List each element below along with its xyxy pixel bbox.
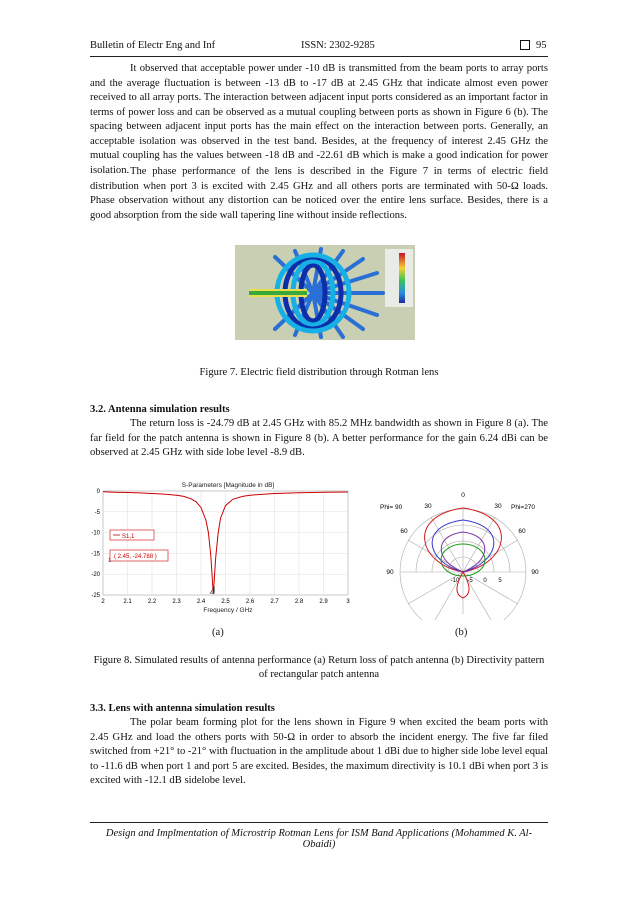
angle-label-30-left: 30	[424, 503, 432, 510]
x-tick-label: 2	[101, 599, 105, 605]
radial-tick-2: 0	[483, 578, 487, 584]
phi-label-right: Phi=270	[511, 504, 536, 511]
directivity-polar-chart	[378, 486, 548, 620]
x-tick-label: 2.6	[245, 599, 255, 605]
checkbox-icon	[520, 40, 530, 52]
y-tick-labels	[91, 489, 100, 599]
figure-7-image	[235, 245, 415, 340]
section-3-3-title: 3.3. Lens with antenna simulation results	[90, 703, 275, 714]
footer-text: Design and Implmentation of Microstrip Rotman Lens for ISM Band Applications (Mohammed K. Al-Obaidi)	[105, 828, 533, 850]
colorbar	[399, 253, 405, 303]
section-3-2-title: 3.2. Antenna simulation results	[90, 404, 230, 415]
journal-name: Bulletin of Electr Eng and Inf	[90, 40, 216, 51]
footer-rule	[90, 822, 548, 823]
x-tick-label: 2.1	[123, 599, 132, 605]
figure-8a-label: (a)	[212, 627, 224, 638]
x-tick-label: 2.9	[319, 599, 328, 605]
x-tick-label: 2.7	[270, 599, 279, 605]
y-tick-label: -15	[91, 551, 100, 558]
angle-label-90-left: 90	[386, 569, 394, 576]
y-tick-label: 0	[96, 489, 100, 495]
y-tick-label: -20	[91, 572, 100, 579]
issn: ISSN: 2302-9285	[301, 40, 375, 51]
chart-title: S-Parameters [Magnitude in dB]	[181, 482, 275, 489]
x-tick-labels	[101, 599, 350, 605]
y-tick-label: -25	[91, 593, 100, 599]
paragraph-2: The phase performance of the lens is described in the Figure 7 in terms of electric field distribution when port 3 is excited with 2.45 GHz and all others ports are terminated with 50-Ω loads. Phase observation without any distortion can be noticed over the entire lens surface. Besides, there is a good absorption from the side wall tapering line without inside reflections.	[90, 166, 548, 221]
y-tick-label: -10	[91, 530, 100, 537]
figure-8b-label: (b)	[455, 627, 468, 638]
paragraph-3: The return loss is -24.79 dB at 2.45 GHz with 85.2 MHz bandwidth as shown in Figure 8 (a). The far field for the patch antenna is shown in Figure 8 (b). A better performance for the gain 6.24 dBi can be observed at 2.45 GHz with side lobe level -8.9 dB.	[90, 418, 548, 458]
paragraph-1: It observed that acceptable power under -10 dB is transmitted from the beam ports to array ports and the average fluctuation is between -13 dB to -17 dB at 2.45 GHz that indicate almost even power received to all array ports. The interaction between adjacent input ports considered as an important factor in terms of power loss and can be observed as a mutual coupling between ports as shown in Figure 6 (b). The spacing between adjacent input ports has the main effect on the interaction between ports. Generally, an acceptable isolation was observed in the test band. Besides, at the frequency of interest 2.45 GHz the mutual coupling has the values between -18 dB and -22.61 dB which is make a good indication for power isolation.	[90, 63, 548, 176]
annotation-marker: 1	[108, 558, 112, 564]
radial-tick-1: -5	[467, 578, 473, 584]
page-number: 95	[536, 40, 547, 51]
x-axis-label: Frequency / GHz	[203, 607, 253, 614]
figure-8-caption: Figure 8. Simulated results of antenna performance (a) Return loss of patch antenna (b) Directivity pattern of rectangular patch antenna	[93, 655, 545, 680]
figure-7-caption: Figure 7. Electric field distribution through Rotman lens	[199, 367, 439, 378]
s-parameter-chart	[88, 478, 358, 618]
x-tick-label: 2.8	[294, 599, 304, 605]
legend	[110, 530, 154, 540]
y-tick-label: -5	[94, 509, 100, 516]
legend-s11: S1,1	[122, 534, 135, 540]
radial-tick-3: 5	[498, 578, 502, 584]
x-tick-label: 2.4	[196, 599, 206, 605]
phi-label-left: Phi= 90	[380, 504, 403, 511]
paragraph-4: The polar beam forming plot for the lens shown in Figure 9 when excited the beam ports with 2.45 GHz and load the others ports with 50-Ω in order to absorb the incident energy. The five far filed switched from +21° to -21° with fluctuation in the amplitude about 1 dBi due to higher side lobe level equal to -11.6 dB when port 1 and port 5 are excited. Besides, the maximum directivity is 10.1 dBi when port 3 is excited with -12.1 dB sidelobe level.	[90, 717, 548, 786]
angle-label-90-right: 90	[531, 569, 539, 576]
x-tick-label: 2.2	[147, 599, 157, 605]
annotation-text: ( 2.45, -24.788 )	[114, 554, 157, 560]
x-tick-label: 2.3	[172, 599, 181, 605]
header-rule	[90, 56, 548, 57]
angle-label-0: 0	[461, 492, 465, 499]
polar-grid	[400, 509, 526, 620]
angle-label-30-right: 30	[494, 503, 502, 510]
angle-label-60-right: 60	[518, 528, 526, 535]
radial-tick-0: -10	[450, 578, 460, 584]
x-tick-label: 3	[346, 599, 350, 605]
angle-label-60-left: 60	[400, 528, 408, 535]
x-tick-label: 2.5	[221, 599, 230, 605]
